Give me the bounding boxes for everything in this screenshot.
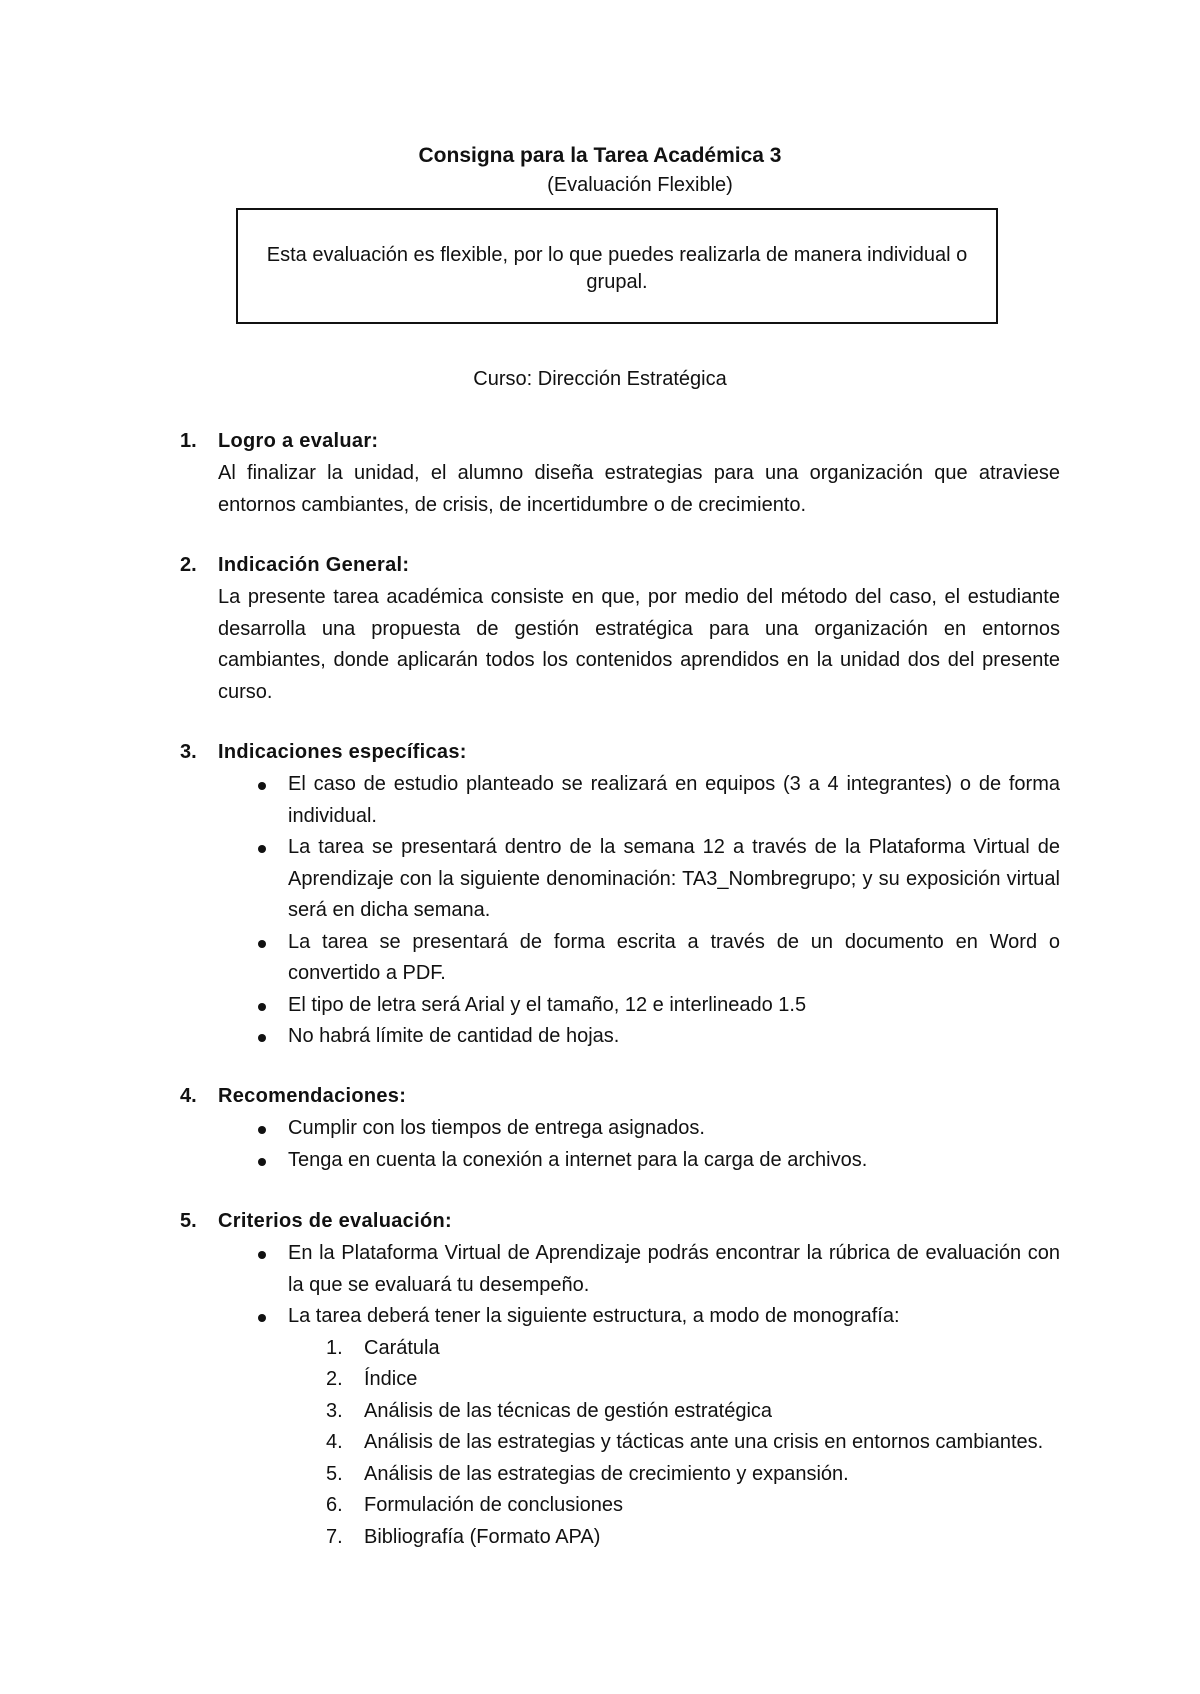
bullet-icon [258,940,266,948]
list-item: En la Plataforma Virtual de Aprendizaje podrás encontrar la rúbrica de evaluación con la que se evaluará tu desempeño. [254,1238,1060,1301]
list-item: Tenga en cuenta la conexión a internet para la carga de archivos. [254,1145,1060,1177]
bullet-icon [258,1251,266,1259]
list-item: El tipo de letra será Arial y el tamaño, 12 e interlineado 1.5 [254,990,1060,1022]
structure-item: 3. Análisis de las técnicas de gestión estratégica [326,1399,773,1422]
structure-list [326,1333,1060,1554]
list-item: La tarea deberá tener la siguiente estructura, a modo de monografía: 1. Carátula 2. Índice 3. Análisis de las técnicas de gestión estratégica 4. Análisis de las estrategias y tácticas ante una crisis en entornos cambiantes. 5. Análisis de las estrategias de crecimiento y expansión. 6. Formulación de conclusiones 7. Bibliografía (Formato APA) [254,1301,1060,1553]
section-number: 1. [180,430,197,452]
page-title: Consigna para la Tarea Académica 3 [418,144,782,167]
bullet-list [254,1113,1060,1176]
bullet-icon [258,845,266,853]
page-subtitle: (Evaluación Flexible) [547,174,733,196]
structure-item: 1. Carátula [326,1336,440,1359]
section-number: 2. [180,554,197,576]
list-item: El caso de estudio planteado se realizará en equipos (3 a 4 integrantes) o de forma individual. [254,769,1060,832]
bullet-list [254,769,1060,1053]
bullet-icon [258,1158,266,1166]
section-text: Al finalizar la unidad, el alumno diseña estrategias para una organización que atraviese entornos cambiantes, de crisis, de incertidumbre o de crecimiento. [218,462,1060,516]
section-number: 3. [180,741,197,763]
bullet-icon [258,782,266,790]
section-number: 5. [180,1210,197,1232]
list-item: Cumplir con los tiempos de entrega asignados. [254,1113,1060,1145]
notice-text: Esta evaluación es flexible, por lo que puedes realizarla de manera individual o grupal. [266,244,968,293]
structure-item: 6. Formulación de conclusiones [326,1494,624,1516]
section-title: Recomendaciones: [218,1085,407,1107]
section-title: Indicación General: [218,554,410,576]
course-label: Curso: Dirección Estratégica [473,368,727,390]
structure-item: 7. Bibliografía (Formato APA) [326,1525,601,1548]
list-item: La tarea se presentará de forma escrita a través de un documento en Word o convertido a PDF. [254,927,1060,990]
section-title: Logro a evaluar: [218,430,379,452]
list-item: No habrá límite de cantidad de hojas. [254,1021,1060,1053]
section-title: Indicaciones específicas: [218,741,467,763]
section-text: La presente tarea académica consiste en que, por medio del método del caso, el estudiante desarrolla una propuesta de gestión estratégica para una organización en entornos cambiantes, donde aplicarán todos los contenidos aprendidos en la unidad dos del presente curso. [218,586,1060,703]
structure-item: 5. Análisis de las estrategias de crecimiento y expansión. [326,1462,849,1485]
list-item: La tarea se presentará dentro de la semana 12 a través de la Plataforma Virtual de Aprendizaje con la siguiente denominación: TA3_Nombregrupo; y su exposición virtual será en dicha semana. [254,832,1060,927]
bullet-list [254,1238,1060,1553]
bullet-icon [258,1034,266,1042]
section-number: 4. [180,1085,197,1107]
section-title: Criterios de evaluación: [218,1210,452,1232]
structure-item: 4. Análisis de las estrategias y tácticas ante una crisis en entornos cambiantes. [326,1431,1044,1453]
bullet-icon [258,1003,266,1011]
bullet-icon [258,1314,266,1322]
structure-item: 2. Índice [326,1368,418,1390]
notice-box [236,208,998,324]
bullet-icon [258,1126,266,1134]
